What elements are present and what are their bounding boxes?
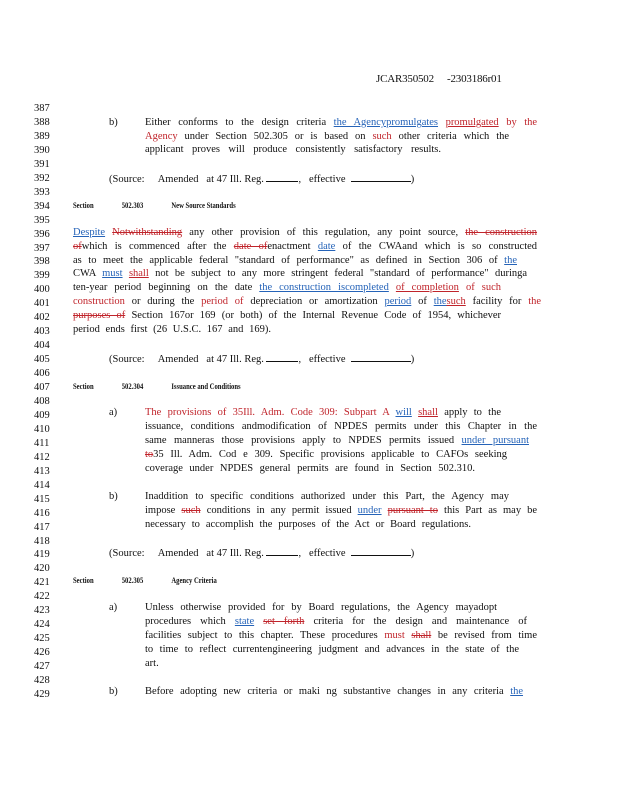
text-line: necessary to accomplish the purposes of the Act or Board regulations. [145, 519, 471, 530]
text-line: Inaddition to specific conditions authorized under this Part, the Agency may [145, 491, 509, 502]
text-line: CWA must shall not be subject to any more stringent federal "standard of performance" duringa [73, 268, 528, 279]
doc-revision: -2303186r01 [447, 73, 502, 85]
text-line: Agency under Section 502.305 or is based on such other criteria which the [145, 131, 510, 142]
line-number: 406 [34, 368, 50, 380]
text-line: applicant proves will produce consistently satisfactory results. [145, 144, 441, 155]
line-number: 407 [34, 382, 50, 393]
item-label: b) [109, 117, 118, 128]
line-number: 423 [34, 605, 50, 617]
section-heading: Section 502.304 Issuance and Conditions [73, 381, 241, 391]
text-line: Despite Notwithstanding any other provision of this regulation, any point source, the construction [73, 227, 538, 238]
line-number: 416 [34, 507, 50, 519]
text-line: to time to reflect currentengineering judgment and advances in the state of the [145, 644, 519, 655]
line-number: 413 [34, 465, 50, 477]
line-number: 427 [34, 661, 50, 672]
line-number: 388 [34, 117, 50, 128]
line-number: 420 [34, 563, 50, 575]
line-number: 409 [34, 409, 50, 421]
line-number: 403 [34, 326, 50, 338]
line-number: 419 [34, 549, 50, 561]
line-number: 405 [34, 354, 50, 366]
source-note: (Source: Amended at 47 Ill. Reg. , effective ) [109, 548, 415, 559]
line-number: 412 [34, 451, 50, 463]
item-label: b) [109, 491, 118, 502]
line-number: 389 [34, 130, 50, 142]
line-number: 402 [34, 312, 50, 324]
line-number: 410 [34, 423, 50, 435]
text-line: ten-year period beginning on the date the construction iscompleted of completion of such [73, 282, 502, 293]
line-number: 425 [34, 633, 50, 645]
line-number: 399 [34, 270, 50, 282]
doc-id: JCAR350502 [376, 73, 434, 85]
section-heading: Section 502.303 New Source Standards [73, 200, 236, 210]
text-line: as to meet the applicable federal "standard of performance" as defined in Section 306 of the [73, 255, 517, 266]
line-number: 426 [34, 647, 50, 658]
text-line: to35 Ill. Adm. Cod e 309. Specific provisions applicable to CAFOs seeking [145, 449, 507, 460]
line-number: 390 [34, 144, 50, 156]
text-line: period ends first (26 U.S.C. 167 and 169). [73, 324, 271, 335]
text-line: impose such conditions in any permit issued under pursuant to this Part as may be [145, 505, 538, 516]
line-number: 401 [34, 298, 50, 310]
text-line: art. [145, 658, 159, 669]
line-number: 393 [34, 186, 50, 198]
line-number: 397 [34, 242, 50, 254]
section-heading: Section 502.305 Agency Criteria [73, 575, 217, 585]
line-number: 394 [34, 200, 50, 212]
line-number: 387 [34, 103, 50, 114]
source-note: (Source: Amended at 47 Ill. Reg. , effective ) [109, 174, 415, 185]
line-number: 392 [34, 172, 50, 184]
line-number: 404 [34, 340, 50, 352]
line-number: 391 [34, 158, 50, 170]
item-label: a) [109, 407, 118, 418]
line-number: 421 [34, 577, 50, 589]
text-line: The provisions of 35Ill. Adm. Code 309: Subpart A will shall apply to the [145, 407, 502, 418]
text-line: Either conforms to the design criteria the Agencypromulgates promulgated by the [145, 117, 538, 128]
line-number: 429 [34, 688, 50, 700]
line-number: 411 [34, 437, 50, 449]
text-line: same manneras those provisions apply to NPDES permits issued under pursuant [145, 435, 529, 446]
line-number: 422 [34, 591, 50, 603]
text-line: coverage under NPDES general permits are found in Section 502.310. [145, 463, 475, 474]
line-number: 398 [34, 256, 50, 268]
text-line: ofwhich is commenced after the date ofenactment date of the CWAand which is so constructed [73, 241, 538, 252]
line-number: 395 [34, 214, 50, 226]
line-number: 428 [34, 674, 50, 686]
text-line: purposes of Section 167or 169 (or both) of the Internal Revenue Code of 1954, whichever [73, 310, 502, 321]
text-line: procedures which state set forth criteria for the design and maintenance of [145, 616, 528, 627]
line-number: 414 [34, 479, 50, 491]
line-number: 396 [34, 228, 50, 240]
text-line: Before adopting new criteria or maki ng substantive changes in any criteria the [145, 686, 524, 697]
item-label: a) [109, 602, 118, 613]
item-label: b) [109, 686, 118, 697]
text-line: issuance, conditions andmodification of NPDES permits under this Chapter in the [145, 421, 537, 432]
source-note: (Source: Amended at 47 Ill. Reg. , effective ) [109, 354, 415, 365]
line-number: 418 [34, 535, 50, 547]
line-number: 408 [34, 395, 50, 407]
line-number: 424 [34, 619, 50, 631]
line-number: 415 [34, 493, 50, 505]
line-number: 417 [34, 521, 50, 533]
text-line: Unless otherwise provided for by Board regulations, the Agency mayadopt [145, 602, 497, 613]
document-header [376, 73, 502, 85]
text-line: construction or during the period of depreciation or amortization period of thesuch facility for the [73, 296, 542, 307]
line-number: 400 [34, 284, 50, 296]
text-line: facilities subject to this chapter. These procedures must shall be revised from time [145, 630, 537, 641]
